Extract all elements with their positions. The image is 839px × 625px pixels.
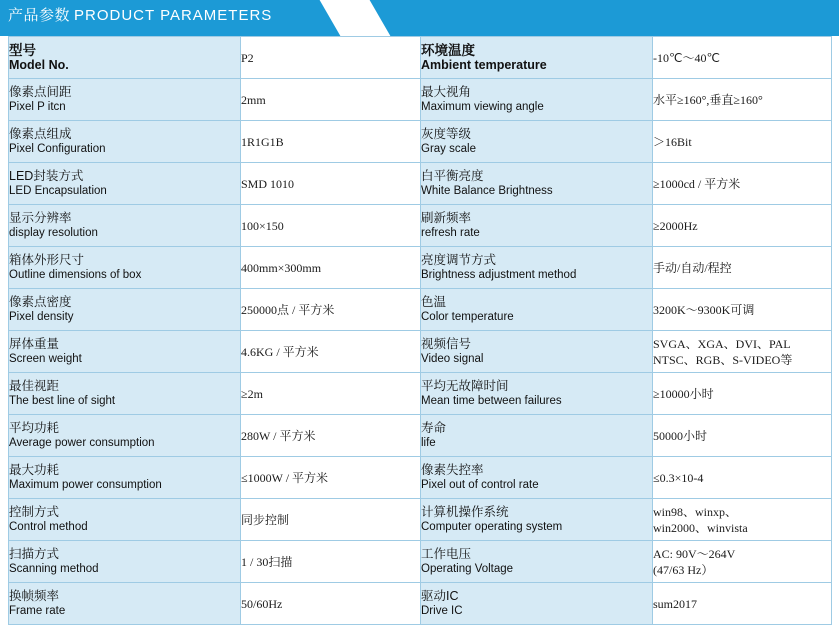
spec-label-cn: 平均功耗 (9, 421, 60, 435)
spec-value-left (241, 373, 421, 415)
spec-label-right (421, 289, 653, 331)
spec-label-left (9, 37, 241, 79)
spec-value-right (653, 373, 832, 415)
table-row (9, 37, 832, 79)
spec-value-line: 250000点 / 平方米 (241, 302, 335, 317)
table-row (9, 583, 832, 625)
page-header (0, 0, 839, 36)
spec-label-cn: 像素失控率 (421, 463, 484, 477)
table-row (9, 79, 832, 121)
spec-label-cn: 像素点组成 (9, 127, 72, 141)
spec-label-right (421, 163, 653, 205)
spec-value-line: AC: 90V～264V (653, 546, 736, 561)
spec-label-left (9, 415, 241, 457)
spec-label-left (9, 583, 241, 625)
table-row (9, 247, 832, 289)
spec-label-cn: 最大视角 (421, 85, 472, 99)
spec-label-cn: 控制方式 (9, 505, 60, 519)
spec-label-cn: 平均无故障时间 (421, 379, 509, 393)
spec-value-left (241, 79, 421, 121)
spec-label-cn: 色温 (421, 295, 447, 309)
spec-label-en: refresh rate (421, 227, 480, 239)
spec-label-cn: 寿命 (421, 421, 447, 435)
spec-label-en: Computer operating system (421, 521, 563, 533)
table-row (9, 457, 832, 499)
spec-label-right (421, 583, 653, 625)
spec-value-left (241, 583, 421, 625)
spec-value-line: P2 (241, 50, 254, 65)
spec-value-left (241, 541, 421, 583)
spec-value-left (241, 247, 421, 289)
spec-label-en: White Balance Brightness (421, 185, 553, 197)
spec-value-right (653, 331, 832, 373)
spec-label-en: Drive IC (421, 605, 463, 617)
spec-label-left (9, 373, 241, 415)
spec-value-line: win2000、winvista (653, 520, 748, 535)
spec-label-en: Operating Voltage (421, 563, 514, 575)
spec-label-right (421, 415, 653, 457)
spec-label-cn: LED封装方式 (9, 169, 84, 183)
spec-label-en: Brightness adjustment method (421, 269, 577, 281)
spec-value-left (241, 37, 421, 79)
spec-value-line: (47/63 Hz） (653, 562, 714, 577)
spec-label-cn: 最大功耗 (9, 463, 60, 477)
spec-label-cn: 型号 (9, 43, 36, 58)
spec-value-line: sum2017 (653, 596, 698, 611)
spec-label-cn: 最佳视距 (9, 379, 60, 393)
spec-value-right (653, 289, 832, 331)
table-row (9, 373, 832, 415)
spec-label-en: Pixel Configuration (9, 143, 106, 155)
header-accent-bar-right (352, 0, 839, 36)
spec-label-en: display resolution (9, 227, 98, 239)
spec-label-cn: 屏体重量 (9, 337, 60, 351)
spec-label-en: Scanning method (9, 563, 99, 575)
spec-value-left (241, 121, 421, 163)
spec-label-en: Pixel density (9, 311, 74, 323)
spec-label-en: Pixel out of control rate (421, 479, 539, 491)
spec-value-line: 2mm (241, 92, 266, 107)
spec-value-line: ≥10000小时 (653, 386, 714, 401)
table-row (9, 541, 832, 583)
spec-value-right (653, 499, 832, 541)
spec-value-right (653, 583, 832, 625)
spec-label-cn: 灰度等级 (421, 127, 472, 141)
spec-value-line: ＞16Bit (653, 134, 692, 149)
spec-label-right (421, 79, 653, 121)
spec-label-en: Outline dimensions of box (9, 269, 142, 281)
spec-label-en: LED Encapsulation (9, 185, 107, 197)
spec-label-left (9, 289, 241, 331)
spec-label-right (421, 37, 653, 79)
spec-label-en: The best line of sight (9, 395, 116, 407)
spec-label-en: Ambient temperature (421, 58, 547, 72)
spec-label-left (9, 541, 241, 583)
spec-label-cn: 箱体外形尺寸 (9, 253, 85, 267)
spec-label-en: Average power consumption (9, 437, 155, 449)
page-title-cn: 产品参数 (8, 7, 71, 24)
spec-label-en: Gray scale (421, 143, 476, 155)
table-row (9, 331, 832, 373)
spec-label-cn: 亮度调节方式 (421, 253, 497, 267)
spec-value-right (653, 247, 832, 289)
spec-label-en: Screen weight (9, 353, 82, 365)
page-title (8, 4, 272, 25)
spec-label-en: Frame rate (9, 605, 66, 617)
spec-value-line: 4.6KG / 平方米 (241, 344, 319, 359)
spec-label-en: Video signal (421, 353, 484, 365)
spec-label-right (421, 499, 653, 541)
spec-label-cn: 计算机操作系统 (421, 505, 509, 519)
spec-value-line: SMD 1010 (241, 176, 295, 191)
spec-label-cn: 驱动IC (421, 589, 459, 603)
spec-value-left (241, 457, 421, 499)
spec-value-line: ≤1000W / 平方米 (241, 470, 329, 485)
spec-value-left (241, 289, 421, 331)
spec-table (8, 36, 832, 625)
spec-label-left (9, 79, 241, 121)
spec-label-en: Mean time between failures (421, 395, 562, 407)
spec-label-en: Pixel P itcn (9, 101, 66, 113)
spec-label-cn: 白平衡亮度 (421, 169, 484, 183)
spec-label-right (421, 541, 653, 583)
spec-label-left (9, 247, 241, 289)
spec-label-left (9, 457, 241, 499)
spec-label-cn: 像素点密度 (9, 295, 72, 309)
spec-label-right (421, 205, 653, 247)
spec-value-line: ≥1000cd / 平方米 (653, 176, 741, 191)
spec-label-en: Model No. (9, 58, 69, 72)
spec-value-right (653, 37, 832, 79)
spec-value-line: 水平≥160°,垂直≥160° (653, 92, 763, 107)
table-row (9, 499, 832, 541)
spec-label-right (421, 121, 653, 163)
spec-value-line: -10℃～40℃ (653, 50, 720, 65)
spec-value-line: ≥2m (241, 386, 263, 401)
spec-value-line: 400mm×300mm (241, 260, 322, 275)
table-row (9, 415, 832, 457)
spec-label-right (421, 247, 653, 289)
spec-value-line: win98、winxp、 (653, 504, 738, 519)
spec-label-en: Maximum viewing angle (421, 101, 544, 113)
spec-value-line: 3200K～9300K可调 (653, 302, 755, 317)
spec-label-cn: 扫描方式 (9, 547, 60, 561)
spec-label-cn: 环境温度 (421, 43, 475, 58)
spec-value-line: 50000小时 (653, 428, 708, 443)
spec-value-left (241, 415, 421, 457)
spec-value-left (241, 205, 421, 247)
spec-label-cn: 视频信号 (421, 337, 472, 351)
spec-value-left (241, 499, 421, 541)
spec-value-right (653, 163, 832, 205)
spec-value-line: 1R1G1B (241, 134, 284, 149)
spec-value-line: 1 / 30扫描 (241, 554, 293, 569)
spec-value-line: ≥2000Hz (653, 218, 698, 233)
spec-label-left (9, 205, 241, 247)
table-row (9, 205, 832, 247)
spec-label-en: life (421, 437, 436, 449)
spec-value-right (653, 541, 832, 583)
spec-label-left (9, 331, 241, 373)
spec-value-line: NTSC、RGB、S-VIDEO等 (653, 352, 793, 367)
spec-value-right (653, 121, 832, 163)
spec-value-line: 50/60Hz (241, 596, 283, 611)
table-row (9, 121, 832, 163)
spec-value-left (241, 331, 421, 373)
spec-value-right (653, 205, 832, 247)
spec-label-right (421, 373, 653, 415)
spec-label-en: Maximum power consumption (9, 479, 162, 491)
spec-label-right (421, 457, 653, 499)
spec-value-line: 100×150 (241, 218, 284, 233)
spec-value-line: ≤0.3×10-4 (653, 470, 704, 485)
spec-table-container (8, 36, 831, 625)
spec-label-cn: 换帧频率 (9, 589, 60, 603)
spec-value-line: 手动/自动/程控 (653, 260, 732, 275)
spec-value-line: 同步控制 (241, 512, 290, 527)
spec-value-right (653, 415, 832, 457)
spec-value-left (241, 163, 421, 205)
spec-label-left (9, 163, 241, 205)
spec-label-en: Color temperature (421, 311, 514, 323)
spec-label-left (9, 499, 241, 541)
page-title-en: PRODUCT PARAMETERS (74, 7, 273, 24)
spec-label-cn: 工作电压 (421, 547, 472, 561)
table-row (9, 163, 832, 205)
spec-label-cn: 刷新频率 (421, 211, 472, 225)
spec-label-cn: 像素点间距 (9, 85, 72, 99)
spec-value-line: SVGA、XGA、DVI、PAL (653, 336, 791, 351)
spec-label-right (421, 331, 653, 373)
spec-value-right (653, 79, 832, 121)
spec-value-right (653, 457, 832, 499)
spec-label-left (9, 121, 241, 163)
spec-label-en: Control method (9, 521, 88, 533)
spec-value-line: 280W / 平方米 (241, 428, 316, 443)
table-row (9, 289, 832, 331)
spec-label-cn: 显示分辨率 (9, 211, 72, 225)
